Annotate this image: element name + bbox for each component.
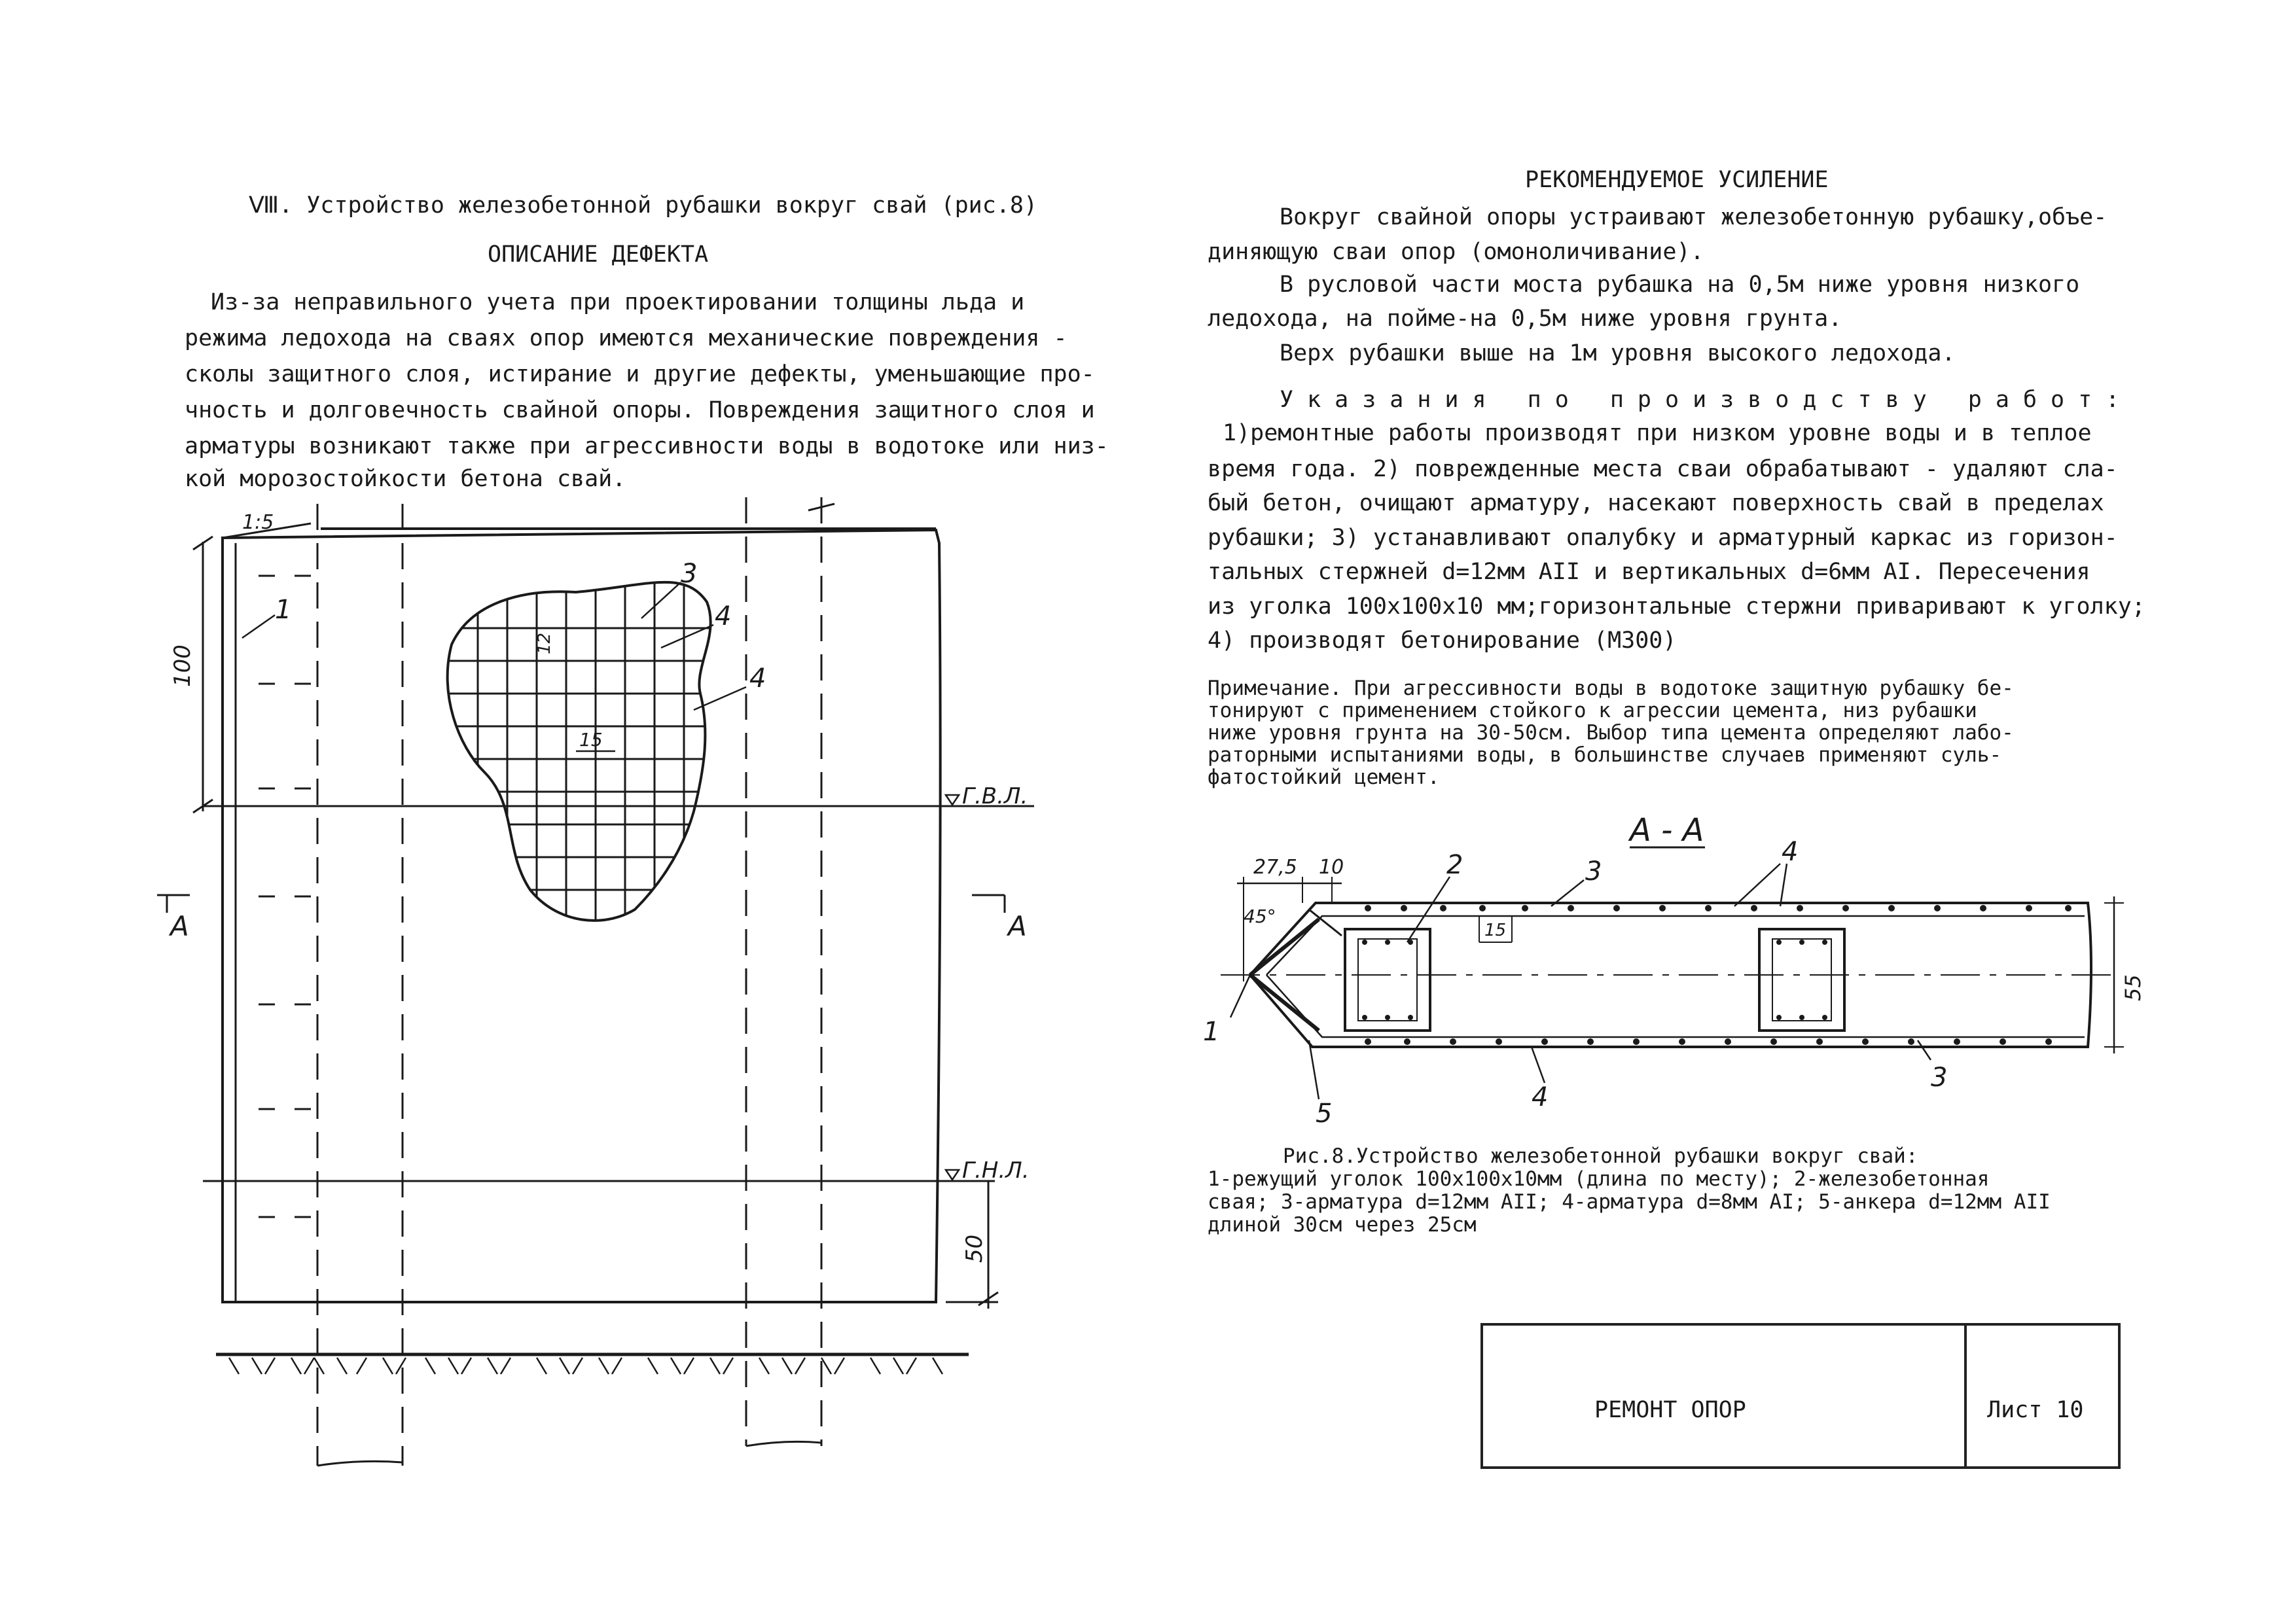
section-title: А - А (1630, 812, 1704, 849)
dim-12-label: 12 (535, 632, 554, 654)
instructions-line: 4) производят бетонирование (М300) (1208, 627, 1677, 654)
defect-line: арматуры возникают также при агрессивности воды в водотоке или низ- (185, 433, 1109, 459)
section-callout-1: 1 (1203, 1017, 1220, 1047)
dim-55-label: 55 (2121, 974, 2145, 1001)
recommend-line: диняющую сваи опор (омоноличивание). (1208, 239, 1704, 265)
section-mark-right: A (1008, 910, 1027, 942)
callout-1: 1 (275, 595, 292, 625)
caption-line: Рис.8.Устройство железобетонной рубашки вокруг свай: (1283, 1144, 1918, 1168)
recommend-line: Верх рубашки выше на 1м уровня высокого ледохода. (1280, 340, 1956, 366)
note-line: тонируют с применением стойкого к агрессии цемента, низ рубашки (1208, 699, 1977, 722)
angle-label: 45° (1244, 906, 1276, 927)
dim-50-label: 50 (961, 1234, 988, 1263)
callout-4a: 4 (715, 601, 732, 631)
caption-line: свая; 3-арматура d=12мм AII; 4-арматура d=8мм AI; 5-анкера d=12мм AII (1208, 1190, 2051, 1214)
section-callout-4: 4 (1782, 837, 1799, 867)
caption-line: 1-режущий уголок 100x100x10мм (длина по месту); 2-железобетонная (1208, 1167, 1990, 1191)
note-line: фатостойкий цемент. (1208, 766, 1440, 789)
dim-15-label: 15 (579, 729, 603, 750)
defect-title: ОПИСАНИЕ ДЕФЕКТА (488, 241, 709, 268)
defect-line: чность и долговечность свайной опоры. Повреждения защитного слоя и (185, 397, 1095, 423)
dim-10-label: 10 (1319, 856, 1344, 879)
note-line: Примечание. При агрессивности воды в водотоке защитную рубашку бе- (1208, 677, 2014, 700)
note-line: раторными испытаниями воды, в большинстве случаев применяют суль- (1208, 743, 2002, 767)
section-heading: Ⅷ. Устройство железобетонной рубашки вокруг свай (рис.8) (249, 192, 1038, 219)
instructions-line: 1)ремонтные работы производят при низком уровне воды и в теплое (1223, 420, 2092, 446)
note-line: ниже уровня грунта на 30-50см. Выбор типа цемента определяют лабо- (1208, 721, 2014, 745)
defect-line: сколы защитного слоя, истирание и другие дефекты, уменьшающие про- (185, 361, 1095, 387)
section-callout-3: 3 (1585, 856, 1602, 887)
stamp-title: РЕМОНТ ОПОР (1594, 1397, 1746, 1423)
instructions-line: тальных стержней d=12мм AII и вертикальных d=6мм AI. Пересечения (1208, 559, 2090, 585)
defect-line: Из-за неправильного учета при проектировании толщины льда и (211, 289, 1025, 315)
section-callout-2: 2 (1446, 850, 1463, 880)
callout-3: 3 (681, 559, 698, 589)
defect-line: режима ледохода на сваях опор имеются механические повреждения - (185, 325, 1067, 351)
instructions-title: Указания по производству работ: (1280, 387, 2134, 413)
recommend-title: РЕКОМЕНДУЕМОЕ УСИЛЕНИЕ (1525, 167, 1829, 193)
instructions-line: время года. 2) поврежденные места сваи обрабатывают - удаляют сла- (1208, 456, 2118, 482)
dim-100-label: 100 (170, 644, 196, 687)
section-callout-5: 5 (1316, 1099, 1333, 1129)
callout-4b: 4 (749, 663, 766, 694)
dim-27-5-label: 27,5 (1253, 856, 1297, 879)
caption-line: длиной 30см через 25см (1208, 1213, 1477, 1237)
section-mark-left: A (170, 910, 189, 942)
instructions-line: рубашки; 3) устанавливают опалубку и арматурный каркас из горизон- (1208, 525, 2118, 551)
defect-line: кой морозостойкости бетона свай. (185, 466, 626, 492)
recommend-line: В русловой части моста рубашка на 0,5м ниже уровня низкого (1280, 272, 2080, 298)
recommend-line: ледохода, на пойме-на 0,5м ниже уровня грунта. (1208, 306, 1842, 332)
level-high-label: Г.В.Л. (962, 783, 1028, 809)
slope-label: 1:5 (242, 511, 274, 534)
stamp-sheet: Лист 10 (1987, 1397, 2084, 1423)
instructions-line: из уголка 100x100x10 мм;горизонтальные стержни приваривают к уголку; (1208, 593, 2145, 620)
dim-15-section-label: 15 (1484, 921, 1507, 940)
section-callout-3b: 3 (1931, 1063, 1948, 1093)
recommend-line: Вокруг свайной опоры устраивают железобетонную рубашку,объе- (1280, 204, 2108, 230)
level-low-label: Г.Н.Л. (962, 1157, 1030, 1184)
section-callout-4b: 4 (1532, 1082, 1549, 1112)
instructions-line: бый бетон, очищают арматуру, насекают поверхность свай в пределах (1208, 490, 2104, 516)
